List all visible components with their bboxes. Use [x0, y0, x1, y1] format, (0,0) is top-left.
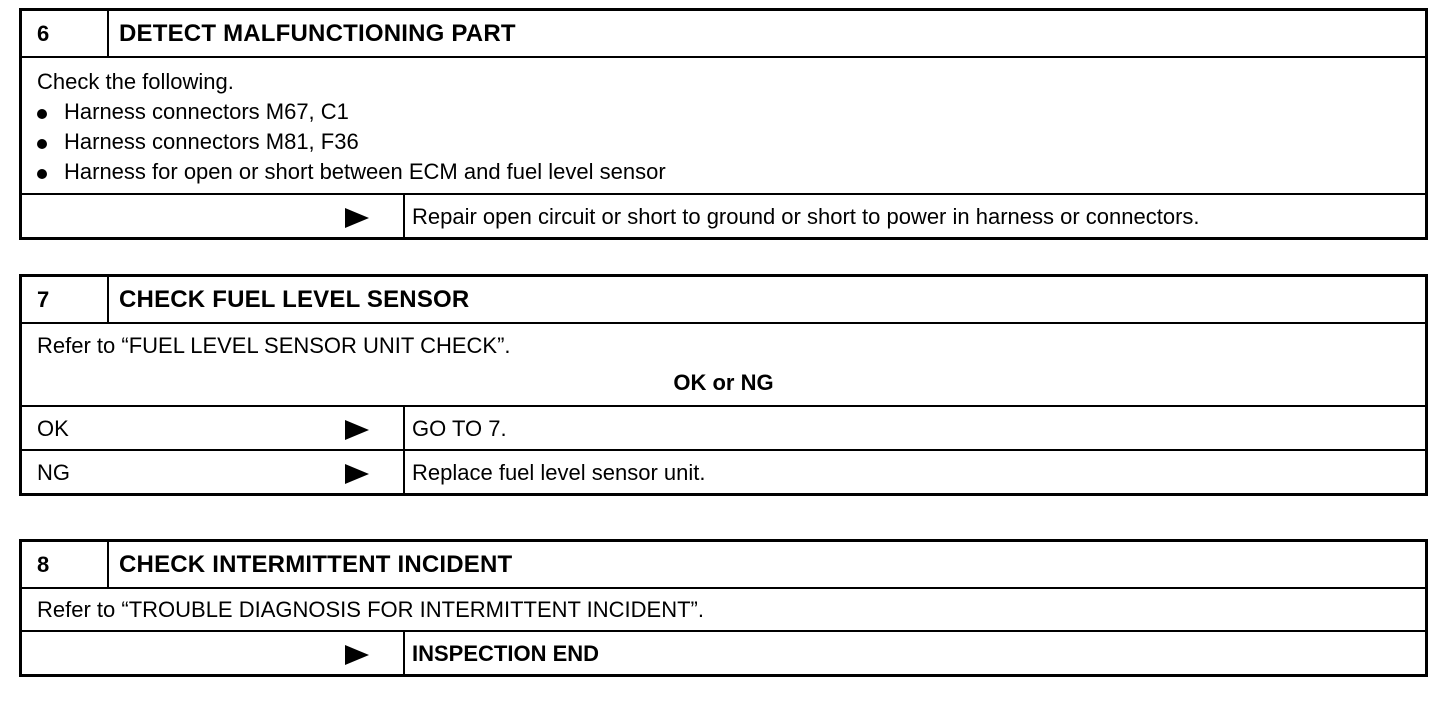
step-title: CHECK INTERMITTENT INCIDENT	[119, 551, 513, 578]
step-6-block	[19, 8, 1428, 240]
bullet-icon	[37, 169, 47, 179]
step-title: DETECT MALFUNCTIONING PART	[119, 20, 516, 47]
step-number: 7	[22, 277, 109, 322]
result-action: Repair open circuit or short to ground or short to power in harness or connectors.	[412, 204, 1200, 229]
step-8-body	[22, 587, 1425, 630]
result-label-cell	[22, 451, 405, 493]
bullet-icon	[37, 139, 47, 149]
step-7-result-ok	[22, 405, 1425, 449]
step-7-body	[22, 322, 1425, 405]
result-label: NG	[37, 460, 70, 485]
result-action: INSPECTION END	[412, 641, 600, 666]
step-8-block	[19, 539, 1428, 677]
step-7-block	[19, 274, 1428, 496]
result-label-cell	[22, 632, 405, 674]
result-action: GO TO 7.	[412, 416, 507, 441]
list-item: Harness connectors M81, F36	[37, 127, 1410, 157]
list-item: Harness connectors M67, C1	[37, 97, 1410, 127]
result-label-cell	[22, 407, 405, 449]
step-number: 6	[22, 11, 109, 56]
step-6-header	[22, 11, 1425, 56]
arrow-right-icon	[345, 420, 369, 440]
step-intro: Refer to “FUEL LEVEL SENSOR UNIT CHECK”.	[37, 333, 511, 358]
arrow-right-icon	[345, 208, 369, 228]
step-title: CHECK FUEL LEVEL SENSOR	[119, 286, 470, 313]
ok-ng-label: OK or NG	[673, 370, 774, 395]
step-6-result-row	[22, 193, 1425, 237]
step-7-header	[22, 277, 1425, 322]
step-intro: Refer to “TROUBLE DIAGNOSIS FOR INTERMITTENT INCIDENT”.	[37, 597, 704, 622]
list-item: Harness for open or short between ECM and fuel level sensor	[37, 157, 1410, 187]
bullet-icon	[37, 109, 47, 119]
step-7-result-ng	[22, 449, 1425, 493]
result-label-cell	[22, 195, 405, 237]
result-action: Replace fuel level sensor unit.	[412, 460, 706, 485]
step-8-header	[22, 542, 1425, 587]
step-8-result-row	[22, 630, 1425, 674]
arrow-right-icon	[345, 464, 369, 484]
arrow-right-icon	[345, 645, 369, 665]
result-label: OK	[37, 416, 69, 441]
step-6-body	[22, 56, 1425, 193]
step-intro: Check the following.	[37, 69, 234, 94]
step-number: 8	[22, 542, 109, 587]
